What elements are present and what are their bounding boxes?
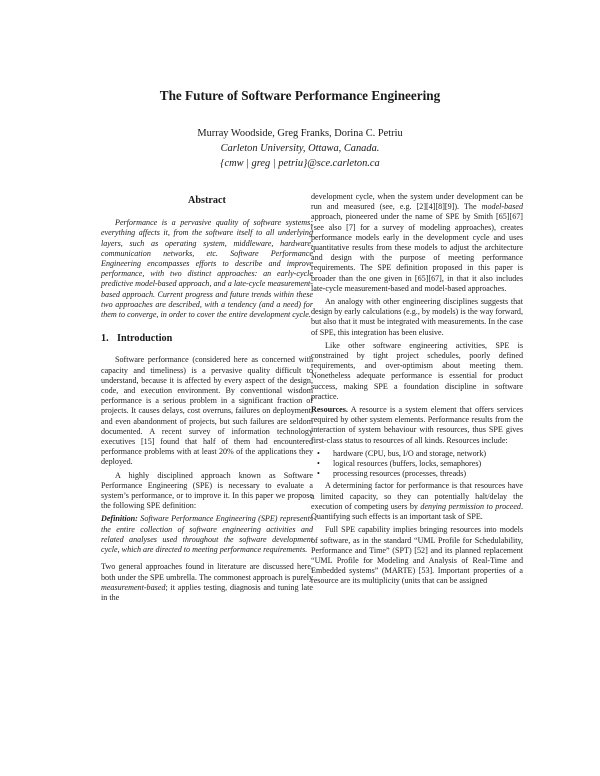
intro-p3-end: ; it applies testing, diagnosis and tuning late in the xyxy=(101,582,313,602)
abstract-heading: Abstract xyxy=(188,195,226,206)
right-column xyxy=(311,192,523,590)
resources-label: Resources. xyxy=(311,405,348,415)
right-paragraph-5 xyxy=(311,481,523,522)
definition-text: Software Performance Engineering (SPE) represents the entire collection of software engineering activities and related analyses used throughout the software development cycle, which are directed to meeting performance requirements. xyxy=(101,514,313,555)
resources-text: A resource is a system element that offers services required by other system elements. Performance results from the interaction of system behaviour with resources, thus SPE gives first-class status to resources of all kinds. Resources include: xyxy=(311,405,523,445)
bullet-icon: • xyxy=(317,469,320,479)
right-p1-emphasis: model-based xyxy=(481,202,523,212)
author-affiliation: Carleton University, Ottawa, Canada. xyxy=(220,143,380,154)
section-title: Introduction xyxy=(117,333,173,345)
author-block xyxy=(0,126,600,171)
right-p5-start: A determining factor for performance is that resources have a limited capacity, so they can potentially halt/delay the execution of competing users by xyxy=(311,481,523,511)
left-column xyxy=(101,194,313,606)
bullet-icon: • xyxy=(317,459,320,469)
bullet-icon: • xyxy=(317,448,320,458)
abstract-text: Performance is a pervasive quality of software systems; everything affects it, from the software itself to all underlying layers, such as operating system, middleware, hardware, communication networks, etc. Software Performance Engineering encompasses efforts to describe and improve performance, with two distinct approaches: an early-cycle predictive model-based approach, and a late-cycle measurement-based approach. Current progress and future trends within these two approaches are described, with a tendency (and a need) for them to converge, in order to cover the entire development cycle. xyxy=(101,218,313,320)
author-names: Murray Woodside, Greg Franks, Dorina C. Petriu xyxy=(197,128,403,139)
list-item-text: hardware (CPU, bus, I/O and storage, network) xyxy=(333,448,487,458)
right-p5-emphasis: denying permission to proceed xyxy=(420,501,521,511)
definition-label: Definition: xyxy=(101,514,138,524)
section-number: 1. xyxy=(101,333,109,345)
spe-definition xyxy=(101,514,313,555)
right-paragraph-1 xyxy=(311,192,523,294)
right-p1-end: approach, pioneered under the name of SPE by Smith [65][67] (see also [7] for a survey of modeling approaches), creates performance models early in the development cycle and uses quantitative results from these models to adjust the architecture and design with the purpose of meeting performance requirements. The SPE definition proposed in this paper is broader than the one given in [65][67], in that it also includes late-cycle measurement-based and model-based approaches. xyxy=(311,212,523,293)
intro-paragraph-1: Software performance (considered here as concerned with capacity and timeliness) is a pervasive quality difficult to understand, because it is affected by every aspect of the design, code, and execution environment. By conventional wisdom performance is a serious problem in a significant fraction of projects. It causes delays, cost overruns, failures on deployment, and even abandonment of projects, but such failures are seldom documented. A recent survey of information technology executives [15] found that half of them had encountered performance problems with at least 20% of the applications they deployed. xyxy=(101,355,313,467)
author-email: {cmw | greg | petriu}@sce.carleton.ca xyxy=(220,158,380,169)
section-heading-introduction xyxy=(101,334,313,344)
list-item-text: processing resources (processes, threads) xyxy=(333,469,467,479)
list-item-text: logical resources (buffers, locks, semaphores) xyxy=(333,459,482,469)
right-p1-start: development cycle, when the system under development can be run and measured (see, e.g. [2][4][8][9]). The xyxy=(311,192,523,212)
paper-title: The Future of Software Performance Engineering xyxy=(159,88,441,103)
intro-p3-emphasis: measurement-based xyxy=(101,582,166,592)
right-paragraph-6: Full SPE capability implies bringing resources into models of software, as in the standard “UML Profile for Schedulability, Performance and Time” (SPT) [52] and its planned replacement “UML Profile for Modeling and Analysis of Real-Time and Embedded systems” (MARTE) [53]. Important properties of a resource are its multiplicity (units that can be assigned xyxy=(311,525,523,586)
list-item xyxy=(311,459,523,469)
intro-paragraph-3 xyxy=(101,562,313,603)
list-item xyxy=(311,469,523,479)
right-paragraph-3: Like other software engineering activities, SPE is constrained by tight project schedules, poorly defined requirements, and over-optimism about meeting them. Nonetheless adequate performance is essential for product success, making SPE a foundation discipline in software practice. xyxy=(311,340,523,401)
resource-list xyxy=(311,449,523,480)
right-paragraph-2: An analogy with other engineering disciplines suggests that design by early calculations (e.g., by models) is the way forward, but also that it must be integrated with measurements. In the case of SPE, this integration has been elusive. xyxy=(311,297,523,337)
list-item xyxy=(311,449,523,459)
intro-p3-start: Two general approaches found in literature are discussed here, both under the SPE umbrella. The commonest approach is purely xyxy=(101,562,313,582)
intro-paragraph-2: A highly disciplined approach known as Software Performance Engineering (SPE) is necessary to evaluate a system’s performance, or to improve it. In this paper we propose the following SPE definition: xyxy=(101,470,313,511)
resources-paragraph xyxy=(311,405,523,446)
right-p5-end: . Quantifying such effects is an important task of SPE. xyxy=(311,501,524,522)
